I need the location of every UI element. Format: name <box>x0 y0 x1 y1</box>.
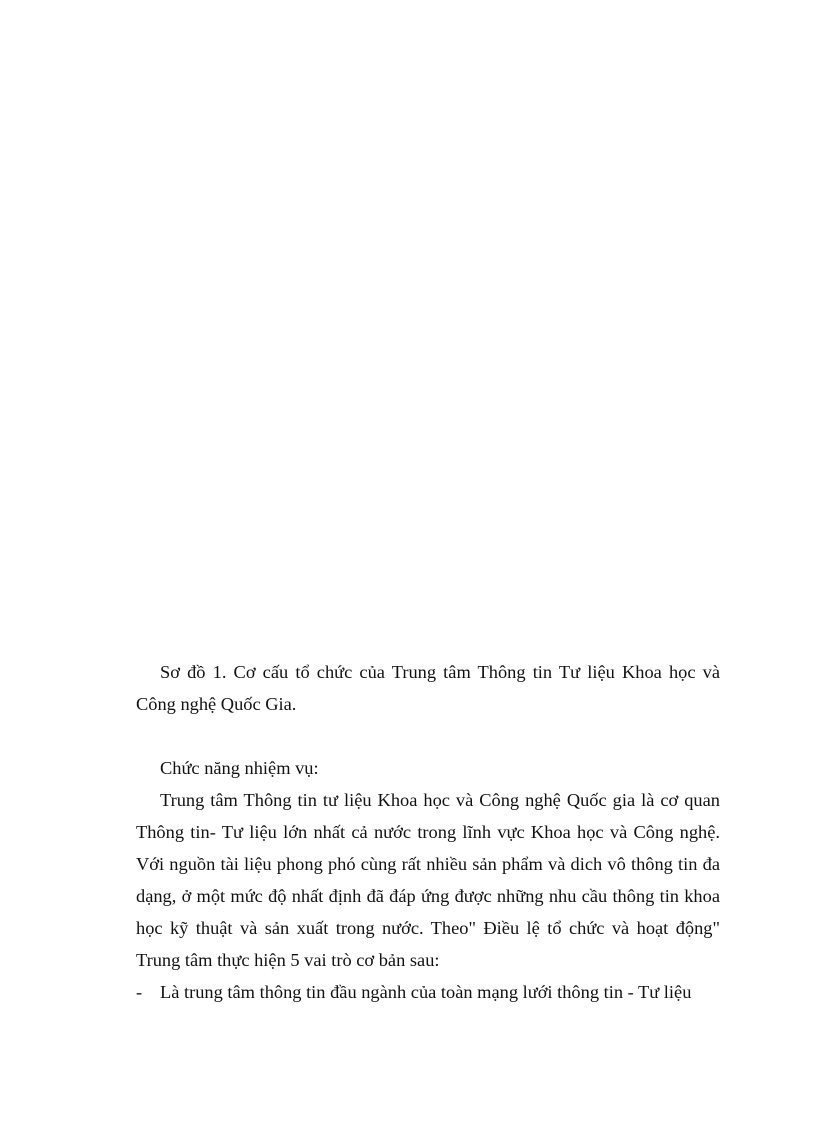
list-item-text: Là trung tâm thông tin đầu ngành của toàn mạng lưới thông tin - Tư liệu <box>160 982 692 1002</box>
blank-line <box>136 720 720 752</box>
body-paragraph: Trung tâm Thông tin tư liệu Khoa học và Công nghệ Quốc gia là cơ quan Thông tin- Tư liệu lớn nhất cả nước trong lĩnh vực Khoa học và Công nghệ. Với nguồn tài liệu phong phó cùng rất nhiều sản phẩm và dich vô thông tin đa dạng, ở một mức độ nhất định đã đáp ứng được những nhu cầu thông tin khoa học kỹ thuật và sản xuất trong nước. Theo" Điều lệ tổ chức và hoạt động" Trung tâm thực hiện 5 vai trò cơ bản sau: <box>136 790 720 970</box>
list-bullet: - <box>136 982 143 1002</box>
list-item <box>136 976 720 1008</box>
text-block <box>136 656 720 1008</box>
section-heading: Chức năng nhiệm vụ: <box>160 758 319 778</box>
role-list <box>136 976 720 1008</box>
figure-caption: Sơ đồ 1. Cơ cấu tổ chức của Trung tâm Thông tin Tư liệu Khoa học và Công nghệ Quốc Gia. <box>136 662 720 714</box>
